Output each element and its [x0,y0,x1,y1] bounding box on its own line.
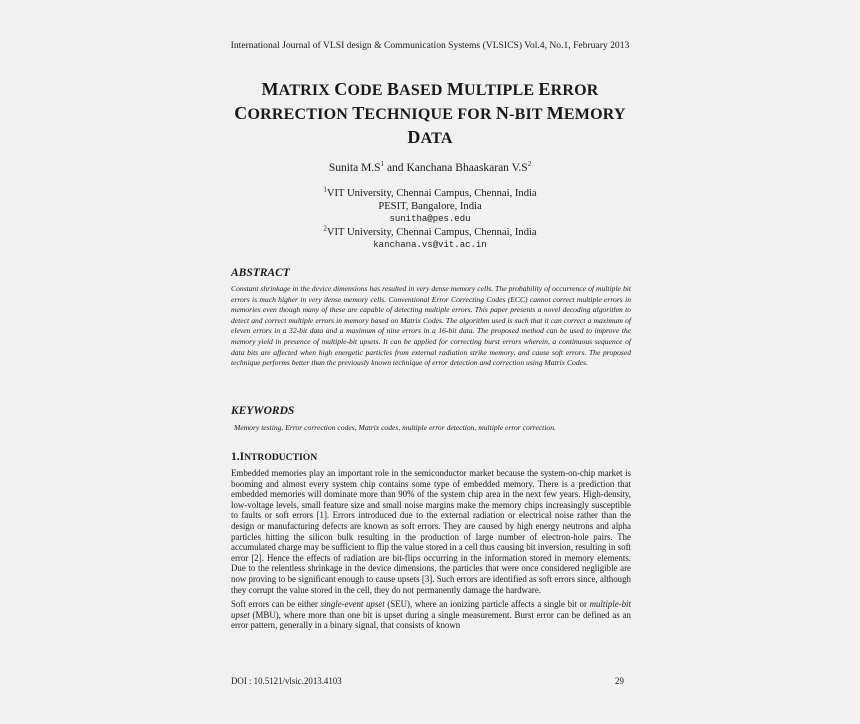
affiliation-1-line-1: $^1$VIT University, Chennai Campus, Chennai, India [323,185,537,199]
paper-title [0,78,860,150]
introduction-heading: 1.INTRODUCTION [231,451,318,463]
affiliations [0,187,860,252]
author-1: Sunita M.S [328,162,381,174]
doi-footer: DOI : 10.5121/vlsic.2013.4103 [231,676,342,686]
journal-header: International Journal of VLSI design & Communication Systems (VLSICS) Vol.4, No.1, February 2013 [230,40,630,51]
author-list: Sunita $M.S^1$ and Kanchana Bhaaskaran $V.S^2$ [328,160,532,174]
introduction-body [231,468,631,635]
abstract-heading: ABSTRACT [231,267,290,279]
keywords-heading: KEYWORDS [231,405,295,417]
title-line-3: DATA [407,127,453,147]
affiliation-1-line-2: PESIT, Bangalore, India [378,201,482,212]
abstract-text: Constant shrinkage in the device dimensions has resulted in very dense memory cells. The probability of occurrence of multiple bit errors is much higher in very dense memory cells. Conventional Error Correcting Codes (ECC) cannot correct multiple errors in memories even though many of these are capable of detecting multiple errors. This paper presents a novel decoding algorithm to detect and correct multiple errors in memory based on Matrix Codes. The algorithm used is such that it can correct a maximum of eleven errors in a 32-bit data and a maximum of nine errors in a 16-bit data. The proposed method can be used to improve the memory yield in presence of multiple-bit upsets. It can be applied for correcting burst errors wherein, a continuous sequence of data bits are affected when high energetic particles from external radiation strike memory, and cause soft errors. The proposed technique performs better than the previously known technique of error detection and correction using Matrix Codes. [231,284,631,368]
intro-paragraph-2: Soft errors can be either single-event upset (SEU), where an ionizing particle affects a single bit or multiple-bit upset (MBU), where more than one bit is upset during a single measurement. Burst error can be defined as an error pattern, generally in a binary signal, that consists of known [231,599,631,631]
affiliation-2-email: kanchana.vs@vit.ac.in [373,240,487,250]
title-line-2: CORRECTION TECHNIQUE FOR N-BIT MEMORY [234,103,626,123]
page-number: 29 [615,676,624,686]
affiliation-1-email: sunitha@pes.edu [389,214,471,224]
affiliation-2-line-1: $^2$VIT University, Chennai Campus, Chennai, India [323,224,537,238]
intro-paragraph-1: Embedded memories play an important role in the semiconductor market because the system-on-chip market is booming and almost every system chip contains some type of embedded memory. There is a prediction that embedded memories will dominate more than 90% of the system chip area in the next few years. High-density, low-voltage levels, small feature size and small noise margins make the memory chips increasingly susceptible to faults or soft errors [1]. Errors introduced due to the external radiation or electrical noise rather than the design or manufacturing defects are known as soft errors. They are caused by high energy neutrons and alpha particles hitting the silicon bulk resulting in the production of large number of electron-hole pairs. The accumulated charge may be sufficient to flip the value stored in a cell thus causing bit inversion, resulting in soft error [2]. Hence the effects of radiation are bit-flips occurring in the information stored in memory elements. Due to the relentless shrinkage in the device dimensions, the particles that were once considered negligible are now proving to be significant enough to cause upsets [3]. Such errors are identified as soft errors since, although they corrupt the value stored in the cell, they do not permanently damage the hardware. [231,468,631,595]
title-line-1: MATRIX CODE BASED MULTIPLE ERROR [261,79,599,99]
keywords-text: Memory testing, Error correction codes, Matrix codes, multiple error detection, multiple error correction. [234,423,556,432]
author-2: Kanchana Bhaaskaran V.S [406,162,528,174]
